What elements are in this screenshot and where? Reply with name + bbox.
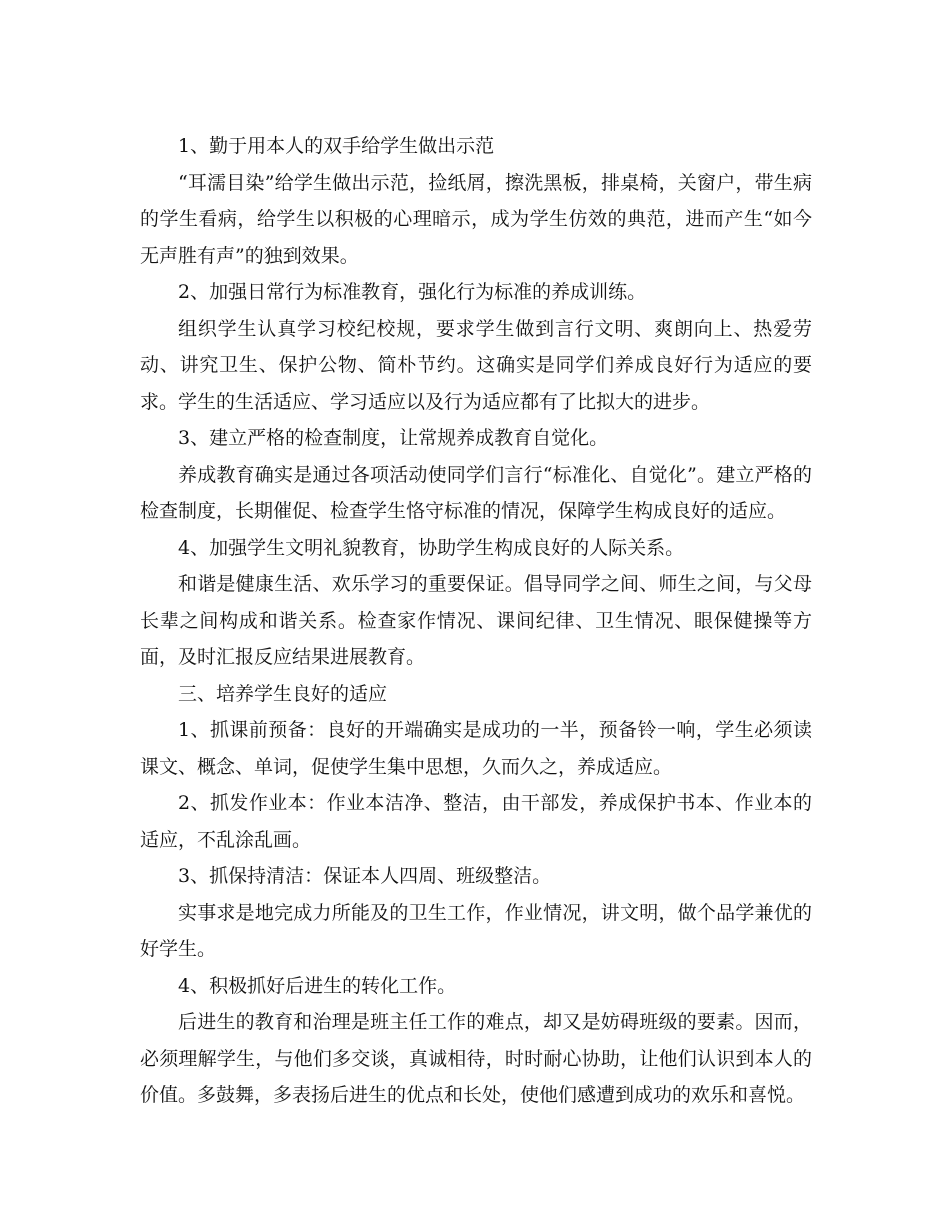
section-heading-3: 三、培养学生良好的适应 — [178, 682, 388, 705]
paragraph-10: 1、抓课前预备：良好的开端确实是成功的一半，预备铃一响，学生必须读课文、概念、单词，促使学生集中思想，久而久之，养成适应。 — [140, 719, 812, 778]
document-body — [140, 128, 812, 1114]
paragraph-5: 3、建立严格的检查制度，让常规养成教育自觉化。 — [178, 427, 609, 449]
paragraph-3: 2、加强日常行为标准教育，强化行为标准的养成训练。 — [178, 281, 647, 303]
paragraph-6: 养成教育确实是通过各项活动使同学们言行“标准化、自觉化”。建立严格的检查制度，长期催促、检查学生恪守标准的情况，保障学生构成良好的适应。 — [140, 463, 812, 522]
paragraph-12: 3、抓保持清洁：保证本人四周、班级整洁。 — [178, 865, 552, 887]
paragraph-11: 2、抓发作业本：作业本洁净、整洁，由干部发，养成保护书本、作业本的适应，不乱涂乱画。 — [140, 792, 812, 851]
paragraph-7: 4、加强学生文明礼貌教育，协助学生构成良好的人际关系。 — [178, 536, 685, 559]
paragraph-4: 组织学生认真学习校纪校规，要求学生做到言行文明、爽朗向上、热爱劳动、讲究卫生、保护公物、简朴节约。这确实是同学们养成良好行为适应的要求。学生的生活适应、学习适应以及行为适应都有了比拟大的进步。 — [140, 317, 812, 413]
paragraph-8: 和谐是健康生活、欢乐学习的重要保证。倡导同学之间、师生之间，与父母长辈之间构成和谐关系。检查家作情况、课间纪律、卫生情况、眼保健操等方面，及时汇报反应结果进展教育。 — [140, 573, 812, 668]
paragraph-2: “耳濡目染”给学生做出示范，捡纸屑，擦洗黑板，排桌椅，关窗户，带生病的学生看病，给学生以积极的心理暗示，成为学生仿效的典范，进而产生“如今无声胜有声”的独到效果。 — [140, 171, 812, 267]
paragraph-15: 后进生的教育和治理是班主任工作的难点，却又是妨碍班级的要素。因而，必须理解学生，与他们多交谈，真诚相待，时时耐心协助，让他们认识到本人的价值。多鼓舞，多表扬后进生的优点和长处，使他们感遭到成功的欢乐和喜悦。 — [140, 1011, 812, 1106]
paragraph-1: 1、勤于用本人的双手给学生做出示范 — [178, 135, 495, 157]
paragraph-13: 实事求是地完成力所能及的卫生工作，作业情况，讲文明，做个品学兼优的好学生。 — [140, 901, 812, 960]
paragraph-14: 4、积极抓好后进生的转化工作。 — [178, 974, 457, 997]
